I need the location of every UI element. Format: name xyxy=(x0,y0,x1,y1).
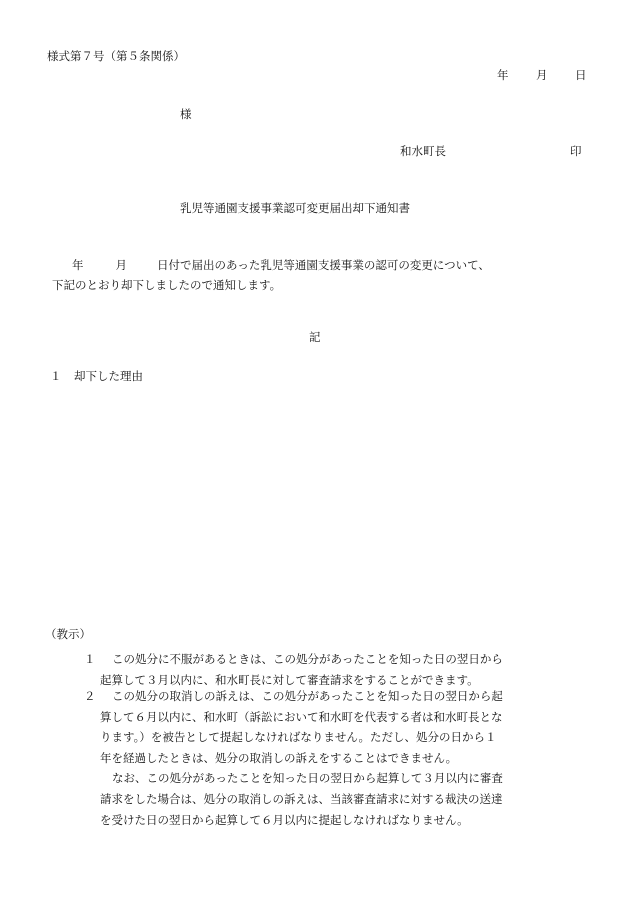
instruction-line: 起算して３月以内に、和水町長に対して審査請求をすることができます。 xyxy=(100,672,479,687)
instruction-note-line: 請求をした場合は、処分の取消しの訴えは、当該審査請求に対する裁決の送達 xyxy=(100,791,503,806)
body-line1-text: 日付で届出のあった乳児等通園支援事業の認可の変更について、 xyxy=(157,258,490,272)
instruction-number: ２ xyxy=(84,689,96,703)
date-line xyxy=(497,70,587,82)
date-month-label: 月 xyxy=(536,68,548,82)
addressee-honorific: 様 xyxy=(180,107,192,121)
body-line-1 xyxy=(52,255,572,275)
instruction-line: この処分に不服があるときは、この処分があったことを知った日の翌日から xyxy=(112,652,503,666)
date-day-label: 日 xyxy=(575,68,587,82)
document-title: 乳児等通園支援事業認可変更届出却下通知書 xyxy=(180,201,410,215)
instruction-note-line: を受けた日の翌日から起算して６月以内に提起しなければなりません。 xyxy=(100,812,469,827)
instruction-item-2 xyxy=(84,686,534,830)
instruction-item-1 xyxy=(84,649,534,690)
instruction-line: 算して６月以内に、和水町（訴訟において和水町を代表する者は和水町長とな xyxy=(100,709,503,724)
instructions-title: （教示） xyxy=(45,627,91,641)
body-month-label: 月 xyxy=(115,258,127,272)
reason-blank-area xyxy=(50,392,580,612)
instruction-note-line: なお、この処分があったことを知った日の翌日から起算して３月以内に審査 xyxy=(112,771,503,786)
instruction-line: 年を経過したときは、処分の取消しの訴えをすることはできません。 xyxy=(100,750,458,765)
ki-heading: 記 xyxy=(309,330,321,344)
form-number: 様式第７号（第５条関係） xyxy=(47,49,185,63)
section-label: 却下した理由 xyxy=(74,369,143,383)
body-year-label: 年 xyxy=(72,258,84,272)
sender-title: 和水町長 xyxy=(400,144,446,158)
date-year-label: 年 xyxy=(497,68,509,82)
section-number: １ xyxy=(50,369,62,383)
instruction-line: ります。）を被告として提起しなければなりません。ただし、処分の日から１ xyxy=(100,730,497,745)
instruction-number: １ xyxy=(84,652,96,666)
instruction-line: この処分の取消しの訴えは、この処分があったことを知った日の翌日から起 xyxy=(112,689,503,703)
seal-mark: 印 xyxy=(570,144,582,158)
body-text xyxy=(52,255,572,295)
section-reason-heading xyxy=(50,371,143,383)
body-line-2: 下記のとおり却下しましたので通知します。 xyxy=(52,278,282,292)
